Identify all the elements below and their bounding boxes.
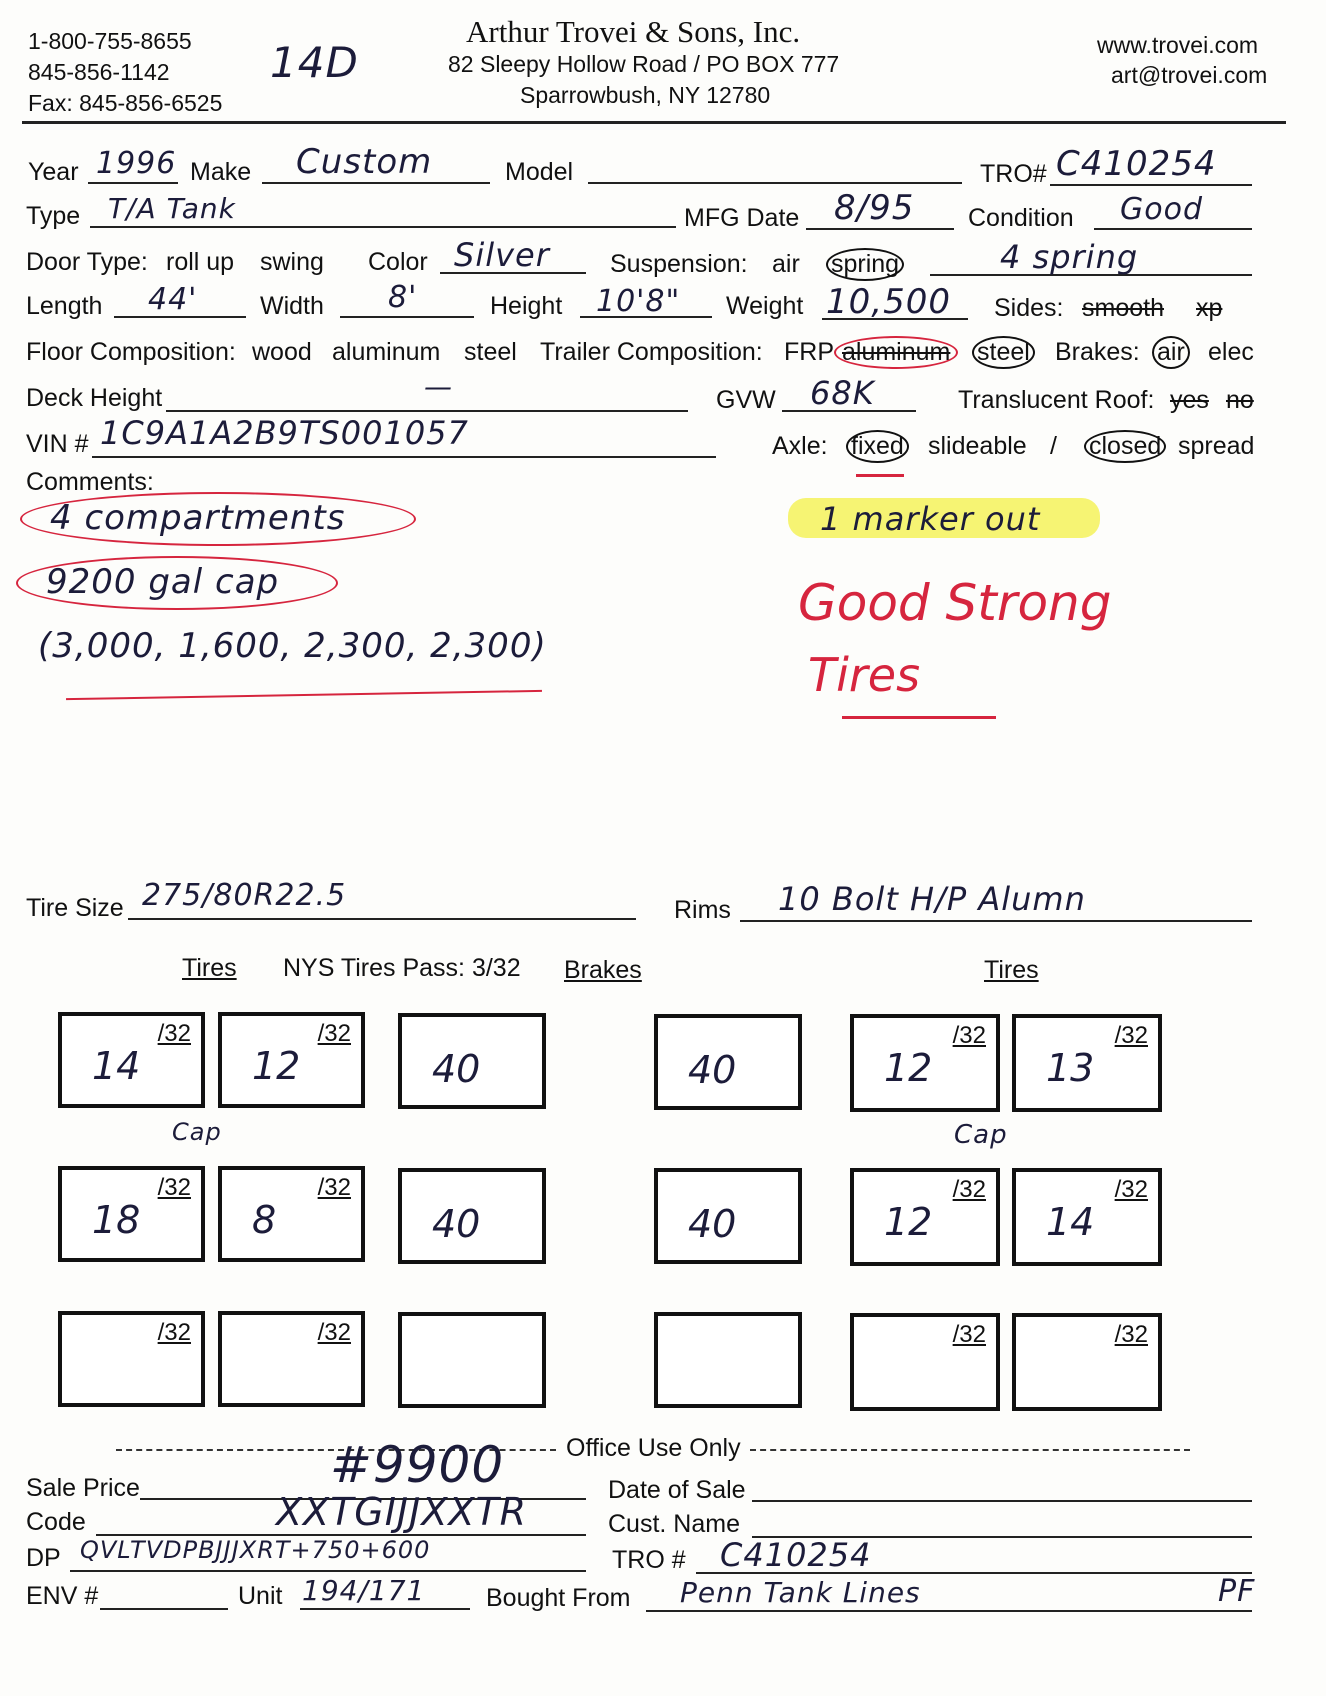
length-value[interactable]: 44': [148, 282, 198, 317]
sale-price-label: Sale Price: [26, 1474, 140, 1502]
year-value[interactable]: 1996: [96, 146, 177, 181]
comments-label: Comments:: [26, 468, 154, 496]
tire-denominator: /32: [952, 1022, 986, 1049]
comment-underline: [66, 690, 542, 700]
website: www.trovei.com: [1097, 32, 1259, 58]
deck-height-value[interactable]: —: [424, 370, 453, 403]
dp-value[interactable]: QVLTVDPBJJJXRT+750+600: [80, 1536, 431, 1564]
tire-left-outer-row3[interactable]: [58, 1311, 205, 1407]
tire-size-line: [128, 918, 636, 920]
tire-right-outer-row1[interactable]: [1012, 1014, 1162, 1112]
phone-1: 1-800-755-8655: [28, 28, 192, 54]
tire-denominator: /32: [1114, 1022, 1148, 1049]
env-label: ENV #: [26, 1582, 99, 1610]
tire-denominator: /32: [317, 1319, 351, 1346]
make-label: Make: [190, 158, 252, 186]
width-line: [340, 316, 474, 318]
tire-denominator: /32: [952, 1176, 986, 1203]
tro-value[interactable]: C410254: [1056, 144, 1217, 184]
gvw-value[interactable]: 68K: [810, 374, 875, 412]
dp-line: [70, 1570, 586, 1572]
office-tro-label: TRO #: [612, 1546, 686, 1574]
env-line[interactable]: [100, 1608, 228, 1610]
mfg-date-label: MFG Date: [684, 204, 800, 232]
tire-tread-value: 18: [92, 1198, 141, 1242]
tro-line: [1050, 184, 1252, 186]
code-label: Code: [26, 1508, 86, 1536]
brake-value: 40: [688, 1202, 737, 1246]
trailer-option-frp[interactable]: FRP: [784, 338, 834, 366]
tire-left-outer-row2[interactable]: [58, 1166, 205, 1262]
comment-line-2[interactable]: 9200 gal cap: [46, 562, 280, 602]
tires-left-header: Tires: [182, 954, 237, 982]
brakes-label: Brakes:: [1055, 338, 1140, 366]
axle-option-closed[interactable]: closed: [1084, 430, 1166, 463]
brake-right-row2[interactable]: [654, 1168, 802, 1264]
brake-right-row1[interactable]: [654, 1014, 802, 1110]
height-value[interactable]: 10'8": [596, 284, 681, 319]
tire-right-inner-row3[interactable]: [850, 1313, 1000, 1411]
gvw-label: GVW: [716, 386, 776, 414]
width-value[interactable]: 8': [388, 280, 418, 315]
suspension-label: Suspension:: [610, 250, 748, 278]
door-option-swing[interactable]: swing: [260, 248, 324, 276]
date-of-sale-label: Date of Sale: [608, 1476, 746, 1504]
vin-value[interactable]: 1C9A1A2B9TS001057: [100, 414, 469, 452]
tire-denominator: /32: [157, 1174, 191, 1201]
tire-tread-value: 14: [92, 1044, 141, 1088]
tire-left-inner-row1[interactable]: [218, 1012, 365, 1108]
tires-right-header: Tires: [984, 956, 1039, 984]
tro-label: TRO#: [980, 160, 1047, 188]
translucent-roof-label: Translucent Roof:: [958, 386, 1155, 414]
brake-value: 40: [432, 1202, 481, 1246]
weight-value[interactable]: 10,500: [826, 282, 951, 322]
brakes-option-air[interactable]: air: [1152, 336, 1190, 369]
brake-left-row1[interactable]: [398, 1013, 546, 1109]
tires-note-underline: [842, 716, 996, 719]
vin-line: [92, 456, 716, 458]
fixed-underline: [856, 474, 904, 477]
suspension-note[interactable]: 4 spring: [1000, 238, 1139, 276]
roof-option-no[interactable]: no: [1226, 386, 1254, 414]
tire-left-outer-row1[interactable]: [58, 1012, 205, 1108]
brake-right-row3[interactable]: [654, 1312, 802, 1408]
tire-denominator: /32: [157, 1319, 191, 1346]
marker-note[interactable]: 1 marker out: [820, 500, 1041, 538]
suspension-option-air[interactable]: air: [772, 250, 800, 278]
cap-note-left: Cap: [172, 1118, 222, 1146]
axle-option-fixed[interactable]: fixed: [846, 430, 909, 463]
condition-label: Condition: [968, 204, 1074, 232]
type-line: [90, 226, 676, 228]
brake-value: 40: [432, 1047, 481, 1091]
fax: Fax: 845-856-6525: [28, 90, 223, 116]
office-use-only-title: Office Use Only: [566, 1434, 741, 1462]
roof-option-yes[interactable]: yes: [1170, 386, 1209, 414]
tire-tread-value: 8: [252, 1198, 277, 1242]
brake-left-row3[interactable]: [398, 1312, 546, 1408]
email: art@trovei.com: [1111, 62, 1268, 88]
suspension-option-spring[interactable]: spring: [826, 248, 904, 281]
tire-denominator: /32: [1114, 1321, 1148, 1348]
axle-option-spread[interactable]: spread: [1178, 432, 1255, 460]
deck-height-label: Deck Height: [26, 384, 163, 412]
floor-option-steel[interactable]: steel: [464, 338, 517, 366]
vin-label: VIN #: [26, 430, 89, 458]
color-label: Color: [368, 248, 428, 276]
brake-value: 40: [688, 1048, 737, 1092]
sides-option-smooth[interactable]: smooth: [1082, 294, 1164, 322]
color-value[interactable]: Silver: [454, 236, 550, 274]
cap-note-right: Cap: [954, 1120, 1008, 1150]
address-line-2: Sparrowbush, NY 12780: [520, 82, 771, 108]
sides-label: Sides:: [994, 294, 1064, 322]
weight-label: Weight: [726, 292, 804, 320]
office-tro-value[interactable]: C410254: [720, 1536, 872, 1574]
initials: PF: [1218, 1574, 1256, 1609]
tire-denominator: /32: [1114, 1176, 1148, 1203]
condition-value[interactable]: Good: [1120, 192, 1203, 227]
tire-size-label: Tire Size: [26, 894, 124, 922]
model-line[interactable]: [588, 182, 962, 184]
tire-denominator: /32: [157, 1020, 191, 1047]
office-divider-right: [750, 1449, 1190, 1451]
tire-denominator: /32: [317, 1174, 351, 1201]
brakes-option-elec[interactable]: elec: [1208, 338, 1254, 366]
tire-left-inner-row2[interactable]: [218, 1166, 365, 1262]
tires-note-line-2[interactable]: Tires: [808, 648, 921, 702]
address-line-1: 82 Sleepy Hollow Road / PO BOX 777: [448, 51, 840, 77]
rims-line: [740, 920, 1252, 922]
make-line: [262, 182, 490, 184]
year-label: Year: [28, 158, 79, 186]
tire-right-outer-row3[interactable]: [1012, 1313, 1162, 1411]
trailer-composition-label: Trailer Composition:: [540, 338, 763, 366]
deck-height-line: [166, 410, 688, 412]
axle-label: Axle:: [772, 432, 828, 460]
trailer-option-steel[interactable]: steel: [972, 336, 1035, 369]
phone-2: 845-856-1142: [28, 59, 170, 85]
mfg-date-line: [806, 228, 954, 230]
nys-pass-header: NYS Tires Pass: 3/32: [283, 954, 521, 982]
sides-option-xp[interactable]: xp: [1196, 294, 1223, 322]
tire-right-inner-row2[interactable]: [850, 1168, 1000, 1266]
door-type-label: Door Type:: [26, 248, 148, 276]
rims-value[interactable]: 10 Bolt H/P Alumn: [778, 880, 1086, 918]
floor-option-wood[interactable]: wood: [252, 338, 312, 366]
door-option-roll-up[interactable]: roll up: [166, 248, 235, 276]
cust-name-label: Cust. Name: [608, 1510, 740, 1538]
handwritten-code: 14D: [270, 38, 359, 87]
floor-option-aluminum[interactable]: aluminum: [332, 338, 441, 366]
tires-note-line-1[interactable]: Good Strong: [798, 574, 1112, 632]
tire-size-value[interactable]: 275/80R22.5: [142, 878, 347, 913]
bought-from-value[interactable]: Penn Tank Lines: [680, 1576, 921, 1609]
axle-option-slideable[interactable]: slideable: [928, 432, 1027, 460]
height-label: Height: [490, 292, 563, 320]
condition-line: [1094, 228, 1252, 230]
tire-tread-value: 13: [1046, 1046, 1095, 1090]
brake-left-row2[interactable]: [398, 1168, 546, 1264]
trailer-option-aluminum[interactable]: aluminum: [834, 336, 958, 369]
dp-label: DP: [26, 1544, 61, 1572]
company-name: Arthur Trovei & Sons, Inc.: [466, 14, 801, 49]
comment-line-1[interactable]: 4 compartments: [50, 498, 346, 538]
bought-from-label: Bought From: [486, 1584, 631, 1612]
tire-denominator: /32: [317, 1020, 351, 1047]
tire-tread-value: 12: [252, 1044, 301, 1088]
comment-line-3[interactable]: (3,000, 1,600, 2,300, 2,300): [38, 626, 547, 666]
date-of-sale-line[interactable]: [752, 1500, 1252, 1502]
tire-left-inner-row3[interactable]: [218, 1311, 365, 1407]
make-value[interactable]: Custom: [296, 142, 433, 182]
tire-denominator: /32: [952, 1321, 986, 1348]
unit-label: Unit: [238, 1582, 283, 1610]
rims-label: Rims: [674, 896, 731, 924]
tire-tread-value: 14: [1046, 1200, 1095, 1244]
type-value[interactable]: T/A Tank: [108, 192, 236, 225]
tire-right-outer-row2[interactable]: [1012, 1168, 1162, 1266]
width-label: Width: [260, 292, 324, 320]
year-line: [88, 182, 178, 184]
tire-tread-value: 12: [884, 1200, 933, 1244]
axle-separator: /: [1050, 432, 1057, 460]
tire-tread-value: 12: [884, 1046, 933, 1090]
tire-right-inner-row1[interactable]: [850, 1014, 1000, 1112]
type-label: Type: [26, 202, 81, 230]
floor-composition-label: Floor Composition:: [26, 338, 236, 366]
model-label: Model: [505, 158, 574, 186]
bought-from-line: [646, 1610, 1252, 1612]
length-label: Length: [26, 292, 103, 320]
sale-price-value[interactable]: #9900: [330, 1436, 505, 1494]
code-value[interactable]: XXTGIJJXXTR: [276, 1490, 528, 1534]
brakes-header: Brakes: [564, 956, 642, 984]
mfg-date-value[interactable]: 8/95: [834, 188, 915, 228]
unit-value[interactable]: 194/171: [302, 1574, 426, 1607]
header-rule: [22, 121, 1286, 124]
unit-line: [300, 1608, 470, 1610]
